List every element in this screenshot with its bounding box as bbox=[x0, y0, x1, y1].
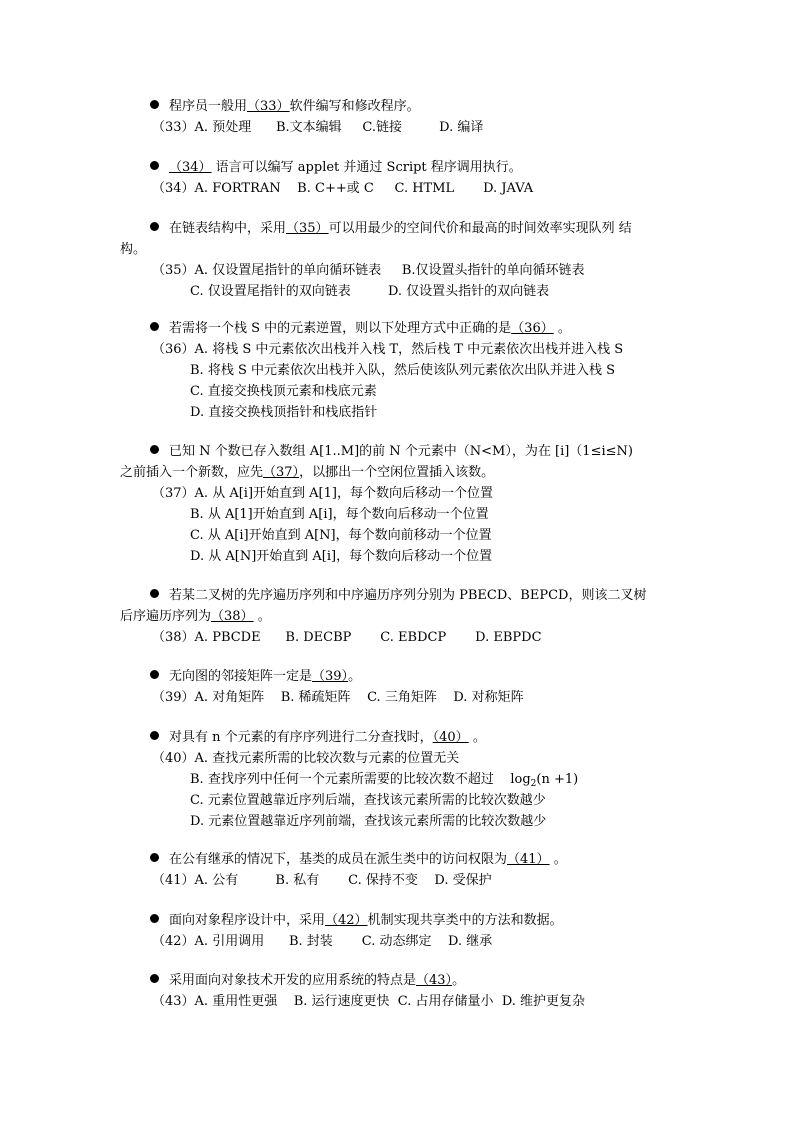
options: （34）A. FORTRAN B. C++或 C C. HTML D. JAVA bbox=[152, 181, 534, 196]
option-a-b: （35）A. 仅设置尾指针的单向循环链表 B.仅设置头指针的单向循环链表 bbox=[152, 263, 585, 278]
question-stem: （34） 语言可以编写 applet 并通过 Script 程序调用执行。 bbox=[120, 157, 680, 178]
option-d: D. 从 A[N]开始直到 A[i]，每个数向后移动一个位置 bbox=[190, 549, 493, 564]
question-stem: 程序员一般用（33）软件编写和修改程序。 bbox=[120, 96, 680, 117]
bullet-icon bbox=[150, 322, 159, 331]
options: （43）A. 重用性更强 B. 运行速度更快 C. 占用存储量小 D. 维护更复杂 bbox=[152, 994, 586, 1009]
answer-blank: （40） bbox=[432, 730, 469, 745]
bullet-icon bbox=[150, 161, 159, 170]
question-stem: 面向对象程序设计中，采用（42）机制实现共享类中的方法和数据。 bbox=[120, 910, 680, 931]
option-d: D. 元素位置越靠近序列前端，查找该元素所需的比较次数越少 bbox=[190, 814, 547, 829]
question-stem: 对具有 n 个元素的有序序列进行二分查找时，（40） 。 bbox=[120, 727, 680, 748]
options: （41）A. 公有 B. 私有 C. 保持不变 D. 受保护 bbox=[152, 873, 492, 888]
bullet-icon bbox=[150, 670, 159, 679]
question-39 bbox=[120, 666, 680, 708]
question-35 bbox=[120, 218, 680, 302]
question-37 bbox=[120, 441, 680, 567]
bullet-icon bbox=[150, 974, 159, 983]
question-40 bbox=[120, 727, 680, 832]
question-stem-cont: 构。 bbox=[120, 242, 147, 257]
answer-blank: （36） bbox=[511, 321, 554, 336]
bullet-icon bbox=[150, 589, 159, 598]
bullet-icon bbox=[150, 914, 159, 923]
options: （39）A. 对角矩阵 B. 稀疏矩阵 C. 三角矩阵 D. 对称矩阵 bbox=[152, 690, 524, 705]
answer-blank: （37） bbox=[263, 465, 300, 480]
answer-blank: （41） bbox=[507, 852, 550, 867]
option-b: B. 将栈 S 中元素依次出栈并入队，然后使该队列元素依次出队并进入栈 S bbox=[190, 363, 616, 378]
question-33 bbox=[120, 96, 680, 138]
option-a: （36）A. 将栈 S 中元素依次出栈并入栈 T，然后栈 T 中元素依次出栈并进入栈 S bbox=[152, 342, 624, 357]
question-36 bbox=[120, 318, 680, 423]
question-41 bbox=[120, 849, 680, 891]
answer-blank: （33） bbox=[247, 99, 290, 114]
answer-blank: （42） bbox=[325, 913, 368, 928]
options: （38）A. PBCDE B. DECBP C. EBDCP D. EBPDC bbox=[152, 630, 542, 645]
bullet-icon bbox=[150, 731, 159, 740]
question-stem: 若需将一个栈 S 中的元素逆置，则以下处理方式中正确的是（36） 。 bbox=[120, 318, 680, 339]
options: （33）A. 预处理 B.文本编辑 C.链接 D. 编译 bbox=[152, 120, 484, 135]
answer-blank: （39） bbox=[312, 669, 349, 684]
question-stem: 在公有继承的情况下，基类的成员在派生类中的访问权限为（41） 。 bbox=[120, 849, 680, 870]
option-c-d: C. 仅设置尾指针的双向链表 D. 仅设置头指针的双向链表 bbox=[190, 284, 550, 299]
option-a: （40）A. 查找元素所需的比较次数与元素的位置无关 bbox=[152, 751, 460, 766]
question-stem-cont: 后序遍历序列为（38） 。 bbox=[120, 609, 271, 624]
answer-blank: （34） bbox=[169, 160, 212, 175]
option-d: D. 直接交换栈顶指针和栈底指针 bbox=[190, 405, 378, 420]
option-a: （37）A. 从 A[i]开始直到 A[1]，每个数向后移动一个位置 bbox=[152, 486, 493, 501]
question-stem: 采用面向对象技术开发的应用系统的特点是（43）。 bbox=[120, 970, 680, 991]
question-34 bbox=[120, 157, 680, 199]
question-stem: 无向图的邻接矩阵一定是（39）。 bbox=[120, 666, 680, 687]
question-stem: 已知 N 个数已存入数组 A[1..M]的前 N 个元素中（N<M），为在 [i]（1≤i≤N) bbox=[120, 441, 680, 462]
question-stem: 在链表结构中，采用（35）可以用最少的空间代价和最高的时间效率实现队列 结 bbox=[120, 218, 680, 239]
option-b: B. 查找序列中任何一个元素所需要的比较次数不超过 $\log_2(n +1)$ bbox=[190, 772, 579, 789]
bullet-icon bbox=[150, 100, 159, 109]
answer-blank: （43） bbox=[416, 973, 453, 988]
bullet-icon bbox=[150, 445, 159, 454]
question-stem: 若某二叉树的先序遍历序列和中序遍历序列分别为 PBECD、BEPCD，则该二叉树 bbox=[120, 585, 680, 606]
option-c: C. 直接交换栈顶元素和栈底元素 bbox=[190, 384, 377, 399]
option-c: C. 从 A[i]开始直到 A[N]，每个数向前移动一个位置 bbox=[190, 528, 492, 543]
question-42 bbox=[120, 910, 680, 952]
answer-blank: （38） bbox=[211, 609, 254, 624]
option-b: B. 从 A[1]开始直到 A[i]，每个数向后移动一个位置 bbox=[190, 507, 489, 522]
option-c: C. 元素位置越靠近序列后端，查找该元素所需的比较次数越少 bbox=[190, 793, 546, 808]
question-stem-cont: 之前插入一个新数，应先（37），以挪出一个空闲位置插入该数。 bbox=[120, 465, 495, 480]
question-38 bbox=[120, 585, 680, 648]
question-43 bbox=[120, 970, 680, 1012]
answer-blank: （35） bbox=[286, 221, 329, 236]
options: （42）A. 引用调用 B. 封装 C. 动态绑定 D. 继承 bbox=[152, 934, 493, 949]
bullet-icon bbox=[150, 222, 159, 231]
bullet-icon bbox=[150, 853, 159, 862]
